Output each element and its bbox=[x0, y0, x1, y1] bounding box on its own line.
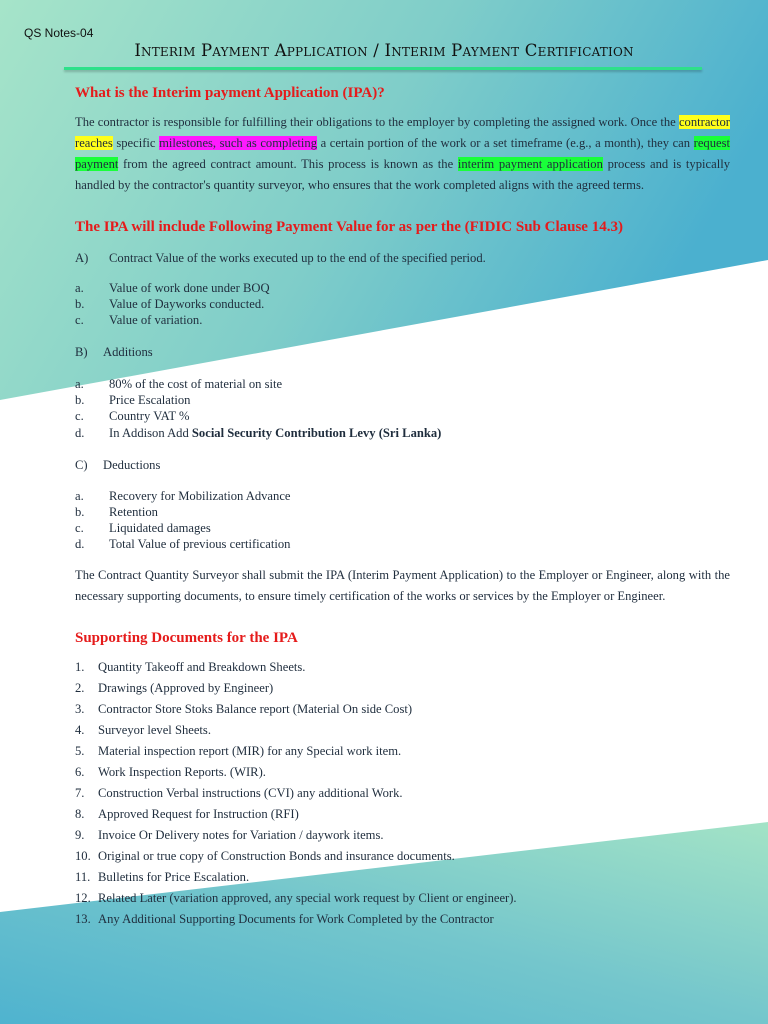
item-text: Recovery for Mobilization Advance bbox=[109, 489, 291, 503]
highlight-interim-payment-application: interim payment application bbox=[457, 157, 603, 171]
submission-paragraph: The Contract Quantity Surveyor shall submit the IPA (Interim Payment Application) to the Employer or Engineer, along with the necessary supporting documents, to ensure timely certification of the works or services by the Employer or Engineer. bbox=[75, 568, 730, 603]
item-number: 3. bbox=[75, 702, 85, 716]
item-text: Work Inspection Reports. (WIR). bbox=[98, 765, 266, 779]
item-text: Drawings (Approved by Engineer) bbox=[98, 681, 274, 695]
document-id: QS Notes-04 bbox=[24, 26, 94, 40]
list-item bbox=[75, 393, 190, 408]
item-text: Value of Dayworks conducted. bbox=[109, 297, 265, 311]
list-item bbox=[75, 521, 211, 536]
list-item bbox=[75, 297, 264, 312]
item-number: 8. bbox=[75, 807, 85, 821]
item-text: Any Additional Supporting Documents for Work Completed by the Contractor bbox=[98, 912, 494, 926]
item-text: Contractor Store Stoks Balance report (Material On side Cost) bbox=[98, 702, 413, 716]
item-text: Price Escalation bbox=[109, 393, 191, 407]
list-item bbox=[75, 489, 291, 504]
list-item bbox=[75, 849, 455, 864]
item-text: Bulletins for Price Escalation. bbox=[98, 870, 250, 884]
list-item bbox=[75, 807, 299, 822]
item-text: Quantity Takeoff and Breakdown Sheets. bbox=[98, 660, 306, 674]
label: Contract Value of the works executed up to the end of the specified period. bbox=[109, 251, 486, 265]
list-item bbox=[75, 891, 517, 906]
list-item bbox=[75, 723, 211, 738]
title-underline bbox=[64, 67, 702, 70]
list-item bbox=[75, 786, 403, 801]
item-text: Retention bbox=[109, 505, 158, 519]
marker: b. bbox=[75, 297, 85, 311]
item-text: Total Value of previous certification bbox=[109, 537, 291, 551]
list-item bbox=[75, 426, 441, 441]
list-item bbox=[75, 377, 282, 392]
marker: c. bbox=[75, 409, 84, 423]
marker: c. bbox=[75, 521, 84, 535]
item-text: Material inspection report (MIR) for any Special work item. bbox=[98, 744, 402, 758]
list-item bbox=[75, 313, 202, 328]
item-text: Original or true copy of Construction Bonds and insurance documents. bbox=[98, 849, 455, 863]
highlight-milestones: milestones, such as completing bbox=[159, 136, 318, 150]
marker: b. bbox=[75, 505, 85, 519]
group-b-heading bbox=[75, 345, 153, 360]
item-text: Construction Verbal instructions (CVI) any additional Work. bbox=[98, 786, 403, 800]
item-text: Value of work done under BOQ bbox=[109, 281, 270, 295]
item-number: 10. bbox=[75, 849, 91, 863]
text: from the agreed contract amount. This process is known as the bbox=[118, 157, 458, 171]
marker: c. bbox=[75, 313, 84, 327]
marker: d. bbox=[75, 537, 85, 551]
group-c-heading bbox=[75, 458, 160, 473]
item-number: 9. bbox=[75, 828, 85, 842]
text: process and is typically handled by the contractor's quantity surveyor, who ensures that the work completed aligns with the agreed terms. bbox=[75, 157, 730, 192]
item-bold-text: Social Security Contribution Levy (Sri Lanka) bbox=[191, 426, 442, 440]
label: Additions bbox=[103, 345, 153, 359]
highlight-request-payment: request payment bbox=[75, 136, 730, 171]
list-item bbox=[75, 828, 384, 843]
text: The contractor is responsible for fulfilling their obligations to the employer by completing the assigned work. Once the bbox=[75, 115, 679, 129]
item-number: 7. bbox=[75, 786, 85, 800]
marker: a. bbox=[75, 377, 84, 391]
section2-heading: The IPA will include Following Payment Value for as per the (FIDIC Sub Clause 14.3) bbox=[75, 219, 623, 235]
marker: d. bbox=[75, 426, 85, 440]
item-text: Liquidated damages bbox=[109, 521, 211, 535]
list-item bbox=[75, 702, 412, 717]
item-number: 4. bbox=[75, 723, 85, 737]
section3-heading: Supporting Documents for the IPA bbox=[75, 630, 298, 646]
item-text: Value of variation. bbox=[109, 313, 203, 327]
list-item bbox=[75, 765, 266, 780]
marker: a. bbox=[75, 489, 84, 503]
highlight-contractor-reaches: contractor reaches bbox=[75, 115, 730, 150]
list-item bbox=[75, 912, 494, 927]
item-text: Surveyor level Sheets. bbox=[98, 723, 211, 737]
marker: a. bbox=[75, 281, 84, 295]
list-item bbox=[75, 537, 290, 552]
item-number: 1. bbox=[75, 660, 85, 674]
section1-heading: What is the Interim payment Application (IPA)? bbox=[75, 85, 385, 101]
marker: B) bbox=[75, 345, 88, 359]
group-a-heading bbox=[75, 251, 486, 266]
list-item bbox=[75, 281, 270, 296]
item-text: Country VAT % bbox=[109, 409, 190, 423]
marker: C) bbox=[75, 458, 88, 472]
item-number: 12. bbox=[75, 891, 91, 905]
item-text: Approved Request for Instruction (RFI) bbox=[98, 807, 299, 821]
item-number: 6. bbox=[75, 765, 85, 779]
text: specific bbox=[112, 136, 160, 150]
label: Deductions bbox=[103, 458, 161, 472]
item-text: Invoice Or Delivery notes for Variation / daywork items. bbox=[98, 828, 384, 842]
item-text: In Addison Add bbox=[109, 426, 192, 440]
list-item bbox=[75, 744, 401, 759]
section1-paragraph bbox=[75, 112, 730, 196]
marker: b. bbox=[75, 393, 85, 407]
marker: A) bbox=[75, 251, 89, 265]
list-item bbox=[75, 681, 273, 696]
item-number: 11. bbox=[75, 870, 91, 884]
list-item bbox=[75, 409, 189, 424]
page-title: Interim Payment Application / Interim Payment Certification bbox=[134, 41, 634, 60]
item-text: Related Later (variation approved, any special work request by Client or engineer). bbox=[98, 891, 517, 905]
list-item bbox=[75, 660, 305, 675]
text: a certain portion of the work or a set timeframe (e.g., a month), they can bbox=[317, 136, 694, 150]
item-number: 2. bbox=[75, 681, 85, 695]
item-number: 5. bbox=[75, 744, 85, 758]
item-number: 13. bbox=[75, 912, 91, 926]
item-text: 80% of the cost of material on site bbox=[109, 377, 283, 391]
list-item bbox=[75, 505, 158, 520]
list-item bbox=[75, 870, 249, 885]
